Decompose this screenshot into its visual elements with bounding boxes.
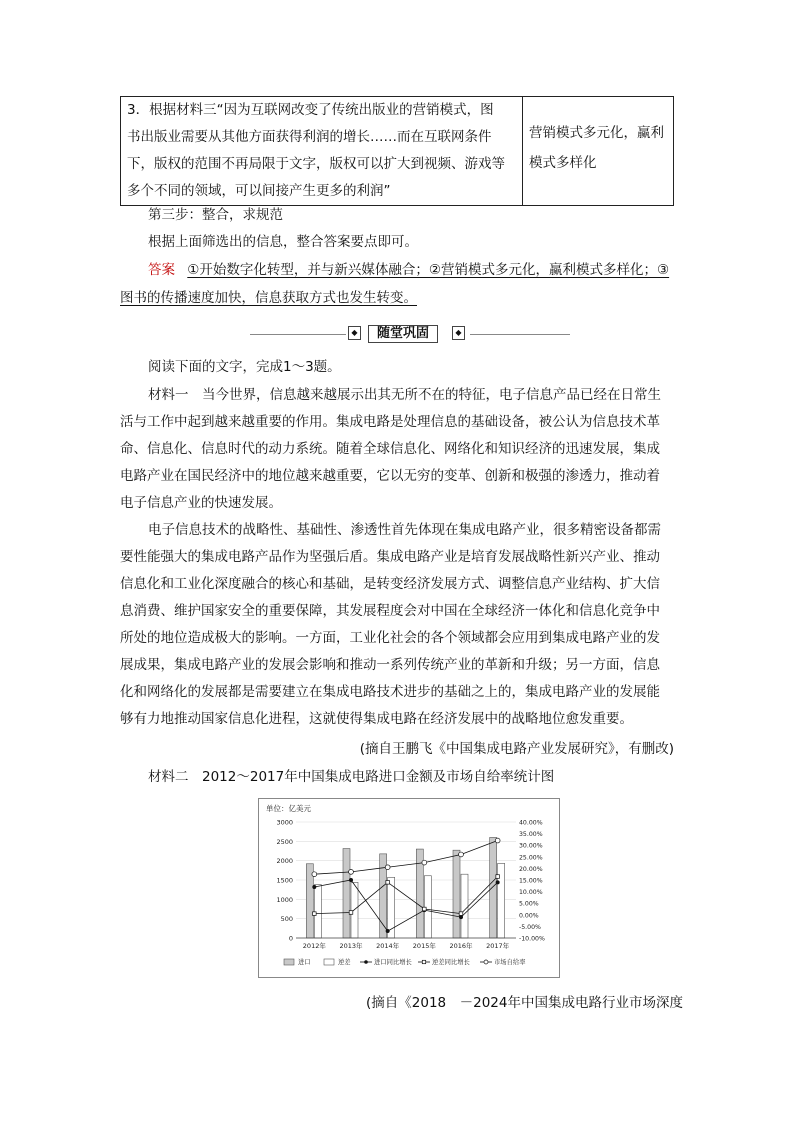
source-citation-2: (摘自《2018 －2024年中国集成电路行业市场深度 <box>366 995 683 1011</box>
point-self-sufficiency <box>495 838 500 843</box>
answer-key: 答案 <box>148 262 175 278</box>
banner-title: 随堂巩固 <box>368 325 438 343</box>
y-tick-label: 1500 <box>276 876 293 885</box>
y-tick-label: 2000 <box>276 857 293 866</box>
table-right-line: 模式多样化 <box>529 155 597 171</box>
y2-tick-label: 35.00% <box>519 831 543 839</box>
legend-swatch <box>324 959 334 965</box>
deficit-bar <box>461 874 468 938</box>
step3-description: 根据上面筛选出的信息，整合答案要点即可。 <box>148 234 418 250</box>
text-line: 命、信息化、信息时代的动力系统。随着全球信息化、网络化和知识经济的迅速发展，集成 <box>120 441 660 457</box>
point-deficit-growth <box>386 881 390 885</box>
x-tick-label: 2015年 <box>412 942 436 950</box>
y2-tick-label: 40.00% <box>519 819 543 827</box>
y2-tick-label: -5.00% <box>519 923 541 931</box>
y-tick-label: 0 <box>288 934 293 943</box>
deficit-bar <box>314 885 321 938</box>
y2-tick-label: 5.00% <box>519 900 539 908</box>
point-deficit-growth <box>459 912 463 916</box>
text-line: 活与工作中起到越来越重要的作用。集成电路是处理信息的基础设备，被公认为信息技术革 <box>120 414 660 430</box>
y2-tick-label: 10.00% <box>519 889 543 897</box>
x-tick-label: 2012年 <box>302 942 326 950</box>
text-line: 要性能强大的集成电路产品作为坚强后盾。集成电路产业是培育发展战略性新兴产业、推动 <box>120 549 660 565</box>
y-tick-label: 3000 <box>276 818 293 827</box>
banner-rule-left <box>250 334 346 335</box>
table-left-line: 书出版业需要从其他方面获得利润的增长……而在互联网条件 <box>127 129 492 145</box>
legend-swatch <box>284 959 294 965</box>
y-tick-label: 1000 <box>276 895 293 904</box>
text-line: 够有力地推动国家信息化进程，这就使得集成电路在经济发展中的战略地位愈发重要。 <box>120 711 633 727</box>
y2-tick-label: 20.00% <box>519 865 543 873</box>
material1-paragraph2 <box>120 521 680 737</box>
ornament-icon: ◆ <box>452 326 465 340</box>
answer-line-1 <box>148 261 669 279</box>
point-deficit-growth <box>313 912 317 916</box>
table-right-cell <box>523 97 673 205</box>
x-tick-label: 2016年 <box>449 942 473 950</box>
legend-marker <box>484 960 488 964</box>
x-tick-label: 2014年 <box>376 942 400 950</box>
banner-rule-right <box>470 334 570 335</box>
y2-tick-label: 30.00% <box>519 842 543 850</box>
ornament-icon: ◆ <box>348 326 361 340</box>
point-import-growth <box>386 929 390 933</box>
legend-label: 逆差 <box>338 959 351 966</box>
y-tick-label: 500 <box>280 915 293 924</box>
answer-line-2: 图书的传播速度加快，信息获取方式也发生转变。 <box>120 290 417 306</box>
x-tick-label: 2017年 <box>486 942 510 950</box>
text-line: 信息化和工业化深度融合的核心和基础，是转变经济发展方式、调整信息产业结构、扩大信 <box>120 576 660 592</box>
table-left-line: 下，版权的范围不再局限于文字，版权可以扩大到视频、游戏等 <box>127 156 505 172</box>
chart-unit-label: 单位：亿美元 <box>266 804 311 813</box>
text-line: 电子信息产业的快速发展。 <box>120 495 282 511</box>
source-citation-1: (摘自王鹏飞《中国集成电路产业发展研究》，有删改) <box>359 741 674 757</box>
legend-marker <box>422 960 425 963</box>
analysis-table <box>120 96 674 206</box>
question-intro: 阅读下面的文字，完成1～3题。 <box>148 359 341 375</box>
text-line: 材料一 当今世界，信息越来越展示出其无所不在的特征，电子信息产品已经在日常生 <box>148 387 661 403</box>
y2-tick-label: 25.00% <box>519 854 543 862</box>
point-deficit-growth <box>496 875 500 879</box>
y2-tick-label: 15.00% <box>519 877 543 885</box>
text-line: 电子信息技术的战略性、基础性、渗透性首先体现在集成电路产业，很多精密设备都需 <box>148 522 661 538</box>
point-self-sufficiency <box>312 872 317 877</box>
point-self-sufficiency <box>459 852 464 857</box>
table-left-line: 3．根据材料三“因为互联网改变了传统出版业的营销模式，图 <box>127 102 494 118</box>
point-import-growth <box>496 880 500 884</box>
import-bar <box>490 837 497 938</box>
text-line: 息消费、维护国家安全的重要保障，其发展程度会对中国在全球经济一体化和信息化竞争中 <box>120 603 660 619</box>
step3-heading: 第三步：整合，求规范 <box>148 207 283 223</box>
chart-frame <box>259 799 560 978</box>
deficit-bar <box>351 882 358 938</box>
ic-import-chart <box>258 798 560 978</box>
y-tick-label: 2500 <box>276 837 293 846</box>
y2-tick-label: -10.00% <box>519 935 545 943</box>
y2-tick-label: 0.00% <box>519 912 539 920</box>
legend-label: 市场自给率 <box>494 959 526 966</box>
legend-label: 进口同比增长 <box>374 959 412 966</box>
x-tick-label: 2013年 <box>339 942 363 950</box>
point-deficit-growth <box>423 907 427 911</box>
material2-title: 材料二 2012～2017年中国集成电路进口金额及市场自给率统计图 <box>148 769 555 785</box>
table-right-line: 营销模式多元化，赢利 <box>529 125 664 141</box>
text-line: 所处的地位造成极大的影响。一方面，工业化社会的各个领域都会应用到集成电路产业的发 <box>120 630 660 646</box>
import-bar <box>453 850 460 938</box>
legend-marker <box>364 960 368 964</box>
import-bar <box>343 849 350 938</box>
point-import-growth <box>349 878 353 882</box>
table-left-line: 多个不同的领域，可以间接产生更多的利润” <box>127 183 391 199</box>
material1-paragraph1 <box>120 386 680 521</box>
point-self-sufficiency <box>422 860 427 865</box>
point-import-growth <box>312 885 316 889</box>
answer-text-1: ①开始数字化转型，并与新兴媒体融合；②营销模式多元化，赢利模式多样化；③ <box>187 262 670 278</box>
point-self-sufficiency <box>349 869 354 874</box>
legend-label: 逆差同比增长 <box>432 959 470 966</box>
point-self-sufficiency <box>385 865 390 870</box>
text-line: 展成果，集成电路产业的发展会影响和推动一系列传统产业的革新和升级；另一方面，信息 <box>120 657 660 673</box>
table-left-cell <box>121 97 523 205</box>
text-line: 化和网络化的发展都是需要建立在集成电路技术进步的基础之上的，集成电路产业的发展能 <box>120 684 660 700</box>
legend-label: 进口 <box>298 959 311 966</box>
text-line: 电路产业在国民经济中的地位越来越重要，它以无穷的变革、创新和极强的渗透力，推动着 <box>120 468 660 484</box>
point-deficit-growth <box>349 911 353 915</box>
